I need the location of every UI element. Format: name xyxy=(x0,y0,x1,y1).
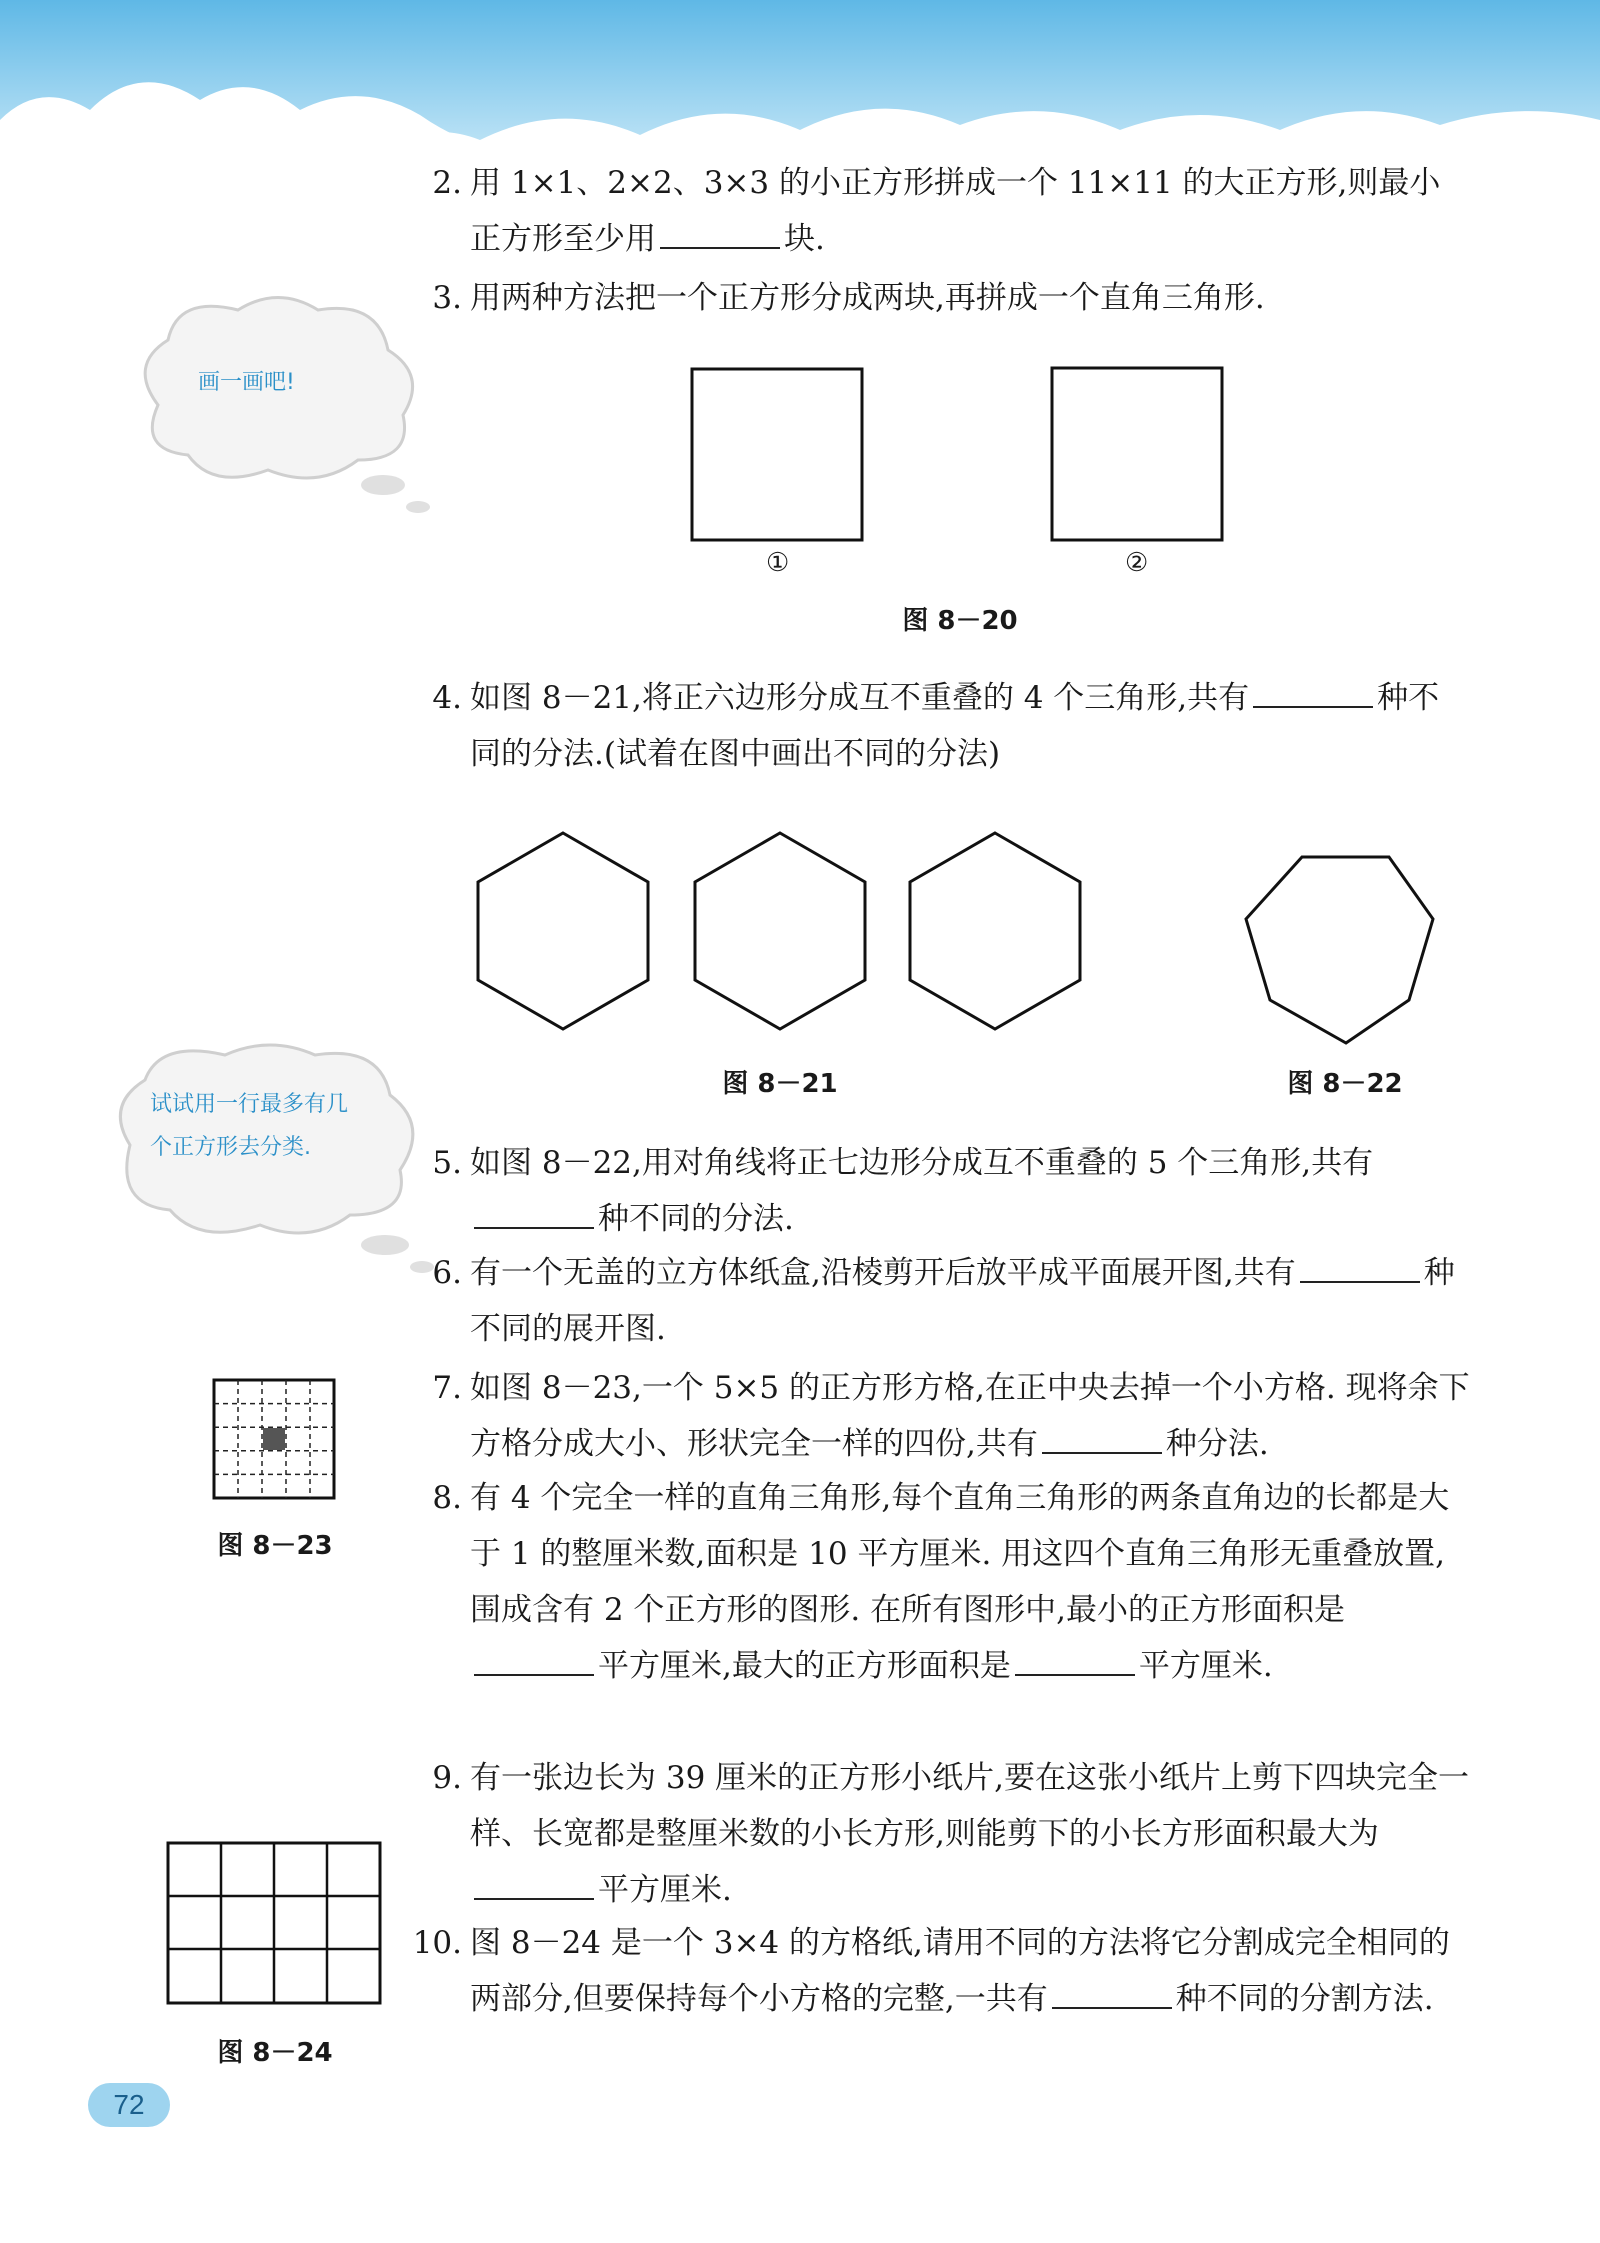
question-4 xyxy=(432,670,1470,782)
answer-blank[interactable] xyxy=(474,1870,594,1900)
cloud-text-draw: 画一画吧! xyxy=(198,370,295,395)
question-text: 种不同的分法.(试着在图中画出不同的分法) xyxy=(470,680,1440,772)
answer-blank[interactable] xyxy=(1015,1646,1135,1676)
figure-8-23-caption: 图 8－23 xyxy=(217,1531,333,1561)
question-text: 有一个无盖的立方体纸盒,沿棱剪开后放平成平面展开图,共有 xyxy=(470,1255,1296,1291)
question-number: 4. xyxy=(432,680,462,716)
figure-8-20-caption: 图 8－20 xyxy=(902,606,1018,636)
question-text: 如图 8－23,一个 5×5 的正方形方格,在正中央去掉一个小方格. 现将余下方格分成大小、形状完全一样的四份,共有 xyxy=(470,1370,1470,1462)
question-number: 6. xyxy=(432,1255,462,1291)
figure-8-21-caption: 图 8－21 xyxy=(722,1069,838,1099)
thought-cloud-draw xyxy=(118,285,438,525)
figure-8-22-heptagon xyxy=(1230,840,1450,1050)
header-sky-decoration xyxy=(0,0,1600,150)
question-text: 有一张边长为 39 厘米的正方形小纸片,要在这张小纸片上剪下四块完全一样、长宽都是整厘米数的小长方形,则能剪下的小长方形面积最大为 xyxy=(470,1760,1470,1852)
question-text: 种不同的分法. xyxy=(598,1201,794,1237)
question-text: 用两种方法把一个正方形分成两块,再拼成一个直角三角形. xyxy=(470,280,1265,316)
answer-blank[interactable] xyxy=(1042,1424,1162,1454)
figure-8-24-grid xyxy=(165,1840,385,2010)
question-number: 2. xyxy=(432,165,462,201)
answer-blank[interactable] xyxy=(474,1646,594,1676)
question-text: 平方厘米,最大的正方形面积是 xyxy=(598,1648,1011,1684)
answer-blank[interactable] xyxy=(1253,678,1373,708)
question-6 xyxy=(432,1245,1470,1357)
figure-label-1: ① xyxy=(766,548,790,578)
question-text: 平方厘米. xyxy=(1138,1648,1273,1684)
question-5 xyxy=(432,1135,1470,1247)
question-text: 如图 8－21,将正六边形分成互不重叠的 4 个三角形,共有 xyxy=(470,680,1250,716)
question-number: 8. xyxy=(432,1480,462,1516)
question-number: 10. xyxy=(412,1925,462,1961)
question-text: 块. xyxy=(784,221,825,257)
question-2 xyxy=(432,155,1470,267)
question-number: 3. xyxy=(432,280,462,316)
figure-8-24-caption: 图 8－24 xyxy=(217,2038,333,2068)
question-8 xyxy=(432,1470,1470,1694)
question-text: 如图 8－22,用对角线将正七边形分成互不重叠的 5 个三角形,共有 xyxy=(470,1145,1374,1181)
question-3 xyxy=(432,270,1470,326)
figure-8-20-squares xyxy=(680,360,1240,550)
question-text: 用 1×1、2×2、3×3 的小正方形拼成一个 11×11 的大正方形,则最小正方形至少用 xyxy=(470,165,1441,257)
question-text: 有 4 个完全一样的直角三角形,每个直角三角形的两条直角边的长都是大于 1 的整厘米数,面积是 10 平方厘米. 用这四个直角三角形无重叠放置,围成含有 2 个正方形的图形. 在所有图形中,最小的正方形面积是 xyxy=(470,1480,1450,1628)
question-text: 平方厘米. xyxy=(598,1872,732,1908)
figure-8-23-grid xyxy=(212,1378,337,1500)
question-text: 种不同的分割方法. xyxy=(1175,1981,1434,2017)
question-text: 种不同的展开图. xyxy=(470,1255,1455,1347)
answer-blank[interactable] xyxy=(1300,1253,1420,1283)
figure-8-21-hexagons xyxy=(460,820,1110,1040)
question-9 xyxy=(432,1750,1470,1918)
question-number: 7. xyxy=(432,1370,462,1406)
answer-blank[interactable] xyxy=(474,1199,594,1229)
figure-8-22-caption: 图 8－22 xyxy=(1287,1069,1403,1099)
question-text: 图 8－24 是一个 3×4 的方格纸,请用不同的方法将它分割成完全相同的两部分,但要保持每个小方格的完整,一共有 xyxy=(470,1925,1450,2017)
question-text: 种分法. xyxy=(1165,1426,1269,1462)
page-number-badge: 72 xyxy=(88,2083,170,2127)
answer-blank[interactable] xyxy=(1052,1979,1172,2009)
question-10 xyxy=(412,1915,1470,2027)
answer-blank[interactable] xyxy=(660,219,780,249)
question-number: 9. xyxy=(432,1760,462,1796)
figure-label-2: ② xyxy=(1125,548,1149,578)
cloud-text-try-1: 试试用一行最多有几 xyxy=(150,1092,349,1117)
question-number: 5. xyxy=(432,1145,462,1181)
question-7 xyxy=(432,1360,1470,1472)
cloud-text-try-2: 个正方形去分类. xyxy=(150,1135,311,1160)
